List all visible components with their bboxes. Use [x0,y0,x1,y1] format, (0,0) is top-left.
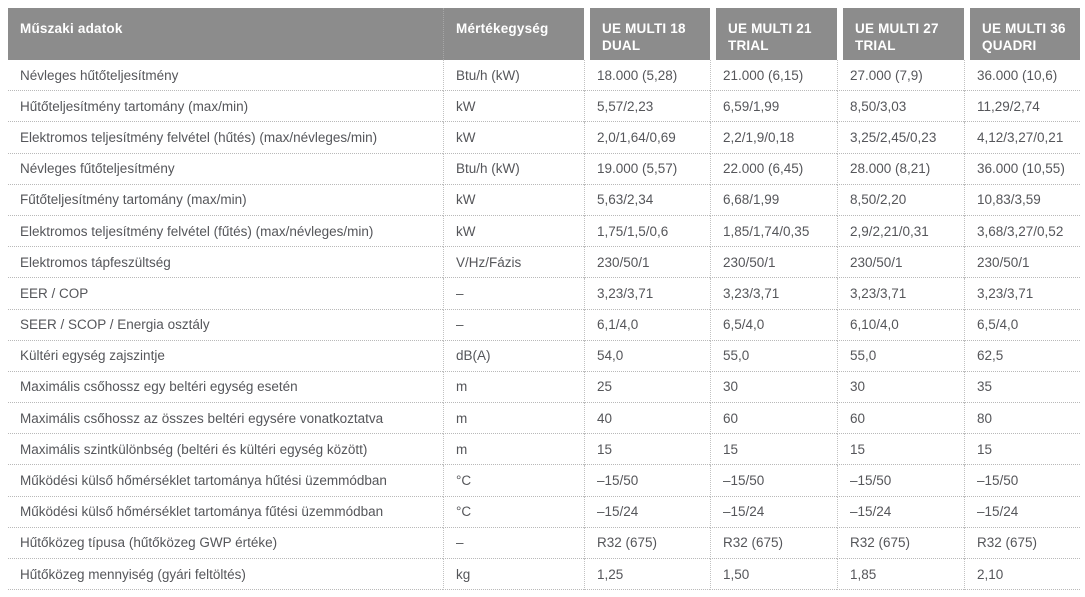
spec-row-label: Névleges fűtőteljesítmény [8,154,443,185]
spec-row-label: Maximális csőhossz egy beltéri egység esetén [8,372,443,403]
spec-value-cell: 1,50 [710,559,837,590]
spec-row-unit: m [443,434,584,465]
spec-value-cell: 36.000 (10,6) [964,60,1080,91]
spec-value-cell: 6,10/4,0 [837,310,964,341]
spec-value-cell: 6,68/1,99 [710,185,837,216]
spec-value-cell: 21.000 (6,15) [710,60,837,91]
spec-value-cell: 6,5/4,0 [710,310,837,341]
spec-value-cell: 15 [964,434,1080,465]
spec-row-unit: m [443,372,584,403]
spec-value-cell: 27.000 (7,9) [837,60,964,91]
spec-value-cell: 40 [584,403,710,434]
spec-value-cell: 15 [584,434,710,465]
spec-value-cell: 6,1/4,0 [584,310,710,341]
spec-value-cell: –15/24 [710,497,837,528]
spec-value-cell: 54,0 [584,341,710,372]
spec-value-cell: 230/50/1 [964,247,1080,278]
spec-row-label: Hűtőközeg mennyiség (gyári feltöltés) [8,559,443,590]
spec-value-cell: 60 [837,403,964,434]
spec-value-cell: 36.000 (10,55) [964,154,1080,185]
spec-value-cell: 55,0 [710,341,837,372]
spec-value-cell: 3,23/3,71 [964,278,1080,309]
spec-row-label: Hűtőközeg típusa (hűtőközeg GWP értéke) [8,528,443,559]
header-cell-product-ue-multi-18-dual [584,8,710,60]
spec-value-cell: 6,59/1,99 [710,91,837,122]
spec-value-cell: –15/50 [837,465,964,496]
spec-row-unit: – [443,310,584,341]
spec-value-cell: 2,9/2,21/0,31 [837,216,964,247]
table-header-row [8,8,1080,60]
spec-row-unit: kW [443,122,584,153]
spec-row-unit: Btu/h (kW) [443,60,584,91]
spec-row-unit: kW [443,185,584,216]
spec-value-cell: 25 [584,372,710,403]
spec-row-unit: – [443,278,584,309]
spec-value-cell: 19.000 (5,57) [584,154,710,185]
spec-value-cell: 8,50/2,20 [837,185,964,216]
header-cell-specs [8,8,443,60]
spec-value-cell: R32 (675) [710,528,837,559]
spec-value-cell: 2,2/1,9/0,18 [710,122,837,153]
spec-value-cell: 18.000 (5,28) [584,60,710,91]
spec-row-unit: dB(A) [443,341,584,372]
spec-value-cell: 3,23/3,71 [584,278,710,309]
spec-value-cell: 10,83/3,59 [964,185,1080,216]
product-name-line2: TRIAL [728,38,769,54]
product-name-line1: UE MULTI 21 [728,21,812,36]
spec-row-label: Hűtőteljesítmény tartomány (max/min) [8,91,443,122]
product-name-line2: DUAL [602,38,641,54]
spec-value-cell: 80 [964,403,1080,434]
spec-value-cell: 62,5 [964,341,1080,372]
spec-value-cell: 35 [964,372,1080,403]
spec-value-cell: 5,63/2,34 [584,185,710,216]
spec-row-label: Működési külső hőmérséklet tartománya hűtési üzemmódban [8,465,443,496]
product-name-line2: TRIAL [855,38,896,54]
spec-value-cell: 230/50/1 [584,247,710,278]
spec-value-cell: –15/50 [964,465,1080,496]
spec-value-cell: 22.000 (6,45) [710,154,837,185]
spec-value-cell: 1,85/1,74/0,35 [710,216,837,247]
spec-row-label: Működési külső hőmérséklet tartománya fűtési üzemmódban [8,497,443,528]
spec-row-unit: kW [443,91,584,122]
spec-value-cell: 30 [837,372,964,403]
spec-row-label: Elektromos tápfeszültség [8,247,443,278]
spec-value-cell: 28.000 (8,21) [837,154,964,185]
spec-value-cell: 30 [710,372,837,403]
spec-row-label: EER / COP [8,278,443,309]
spec-value-cell: R32 (675) [584,528,710,559]
spec-value-cell: R32 (675) [964,528,1080,559]
spec-value-cell: 5,57/2,23 [584,91,710,122]
spec-value-cell: 1,85 [837,559,964,590]
spec-value-cell: R32 (675) [837,528,964,559]
spec-value-cell: –15/50 [584,465,710,496]
spec-row-label: Elektromos teljesítmény felvétel (fűtés) (max/névleges/min) [8,216,443,247]
spec-value-cell: 3,23/3,71 [837,278,964,309]
spec-row-label: Maximális csőhossz az összes beltéri egysére vonatkoztatva [8,403,443,434]
product-name-line1: UE MULTI 27 [855,21,939,36]
spec-value-cell: 6,5/4,0 [964,310,1080,341]
spec-table [8,8,1080,590]
spec-value-cell: 15 [837,434,964,465]
header-cell-product-ue-multi-21-trial [710,8,837,60]
spec-row-unit: m [443,403,584,434]
header-unit-label: Mértékegység [456,21,549,36]
spec-row-label: Maximális szintkülönbség (beltéri és kültéri egység között) [8,434,443,465]
spec-value-cell: 1,25 [584,559,710,590]
header-cell-product-ue-multi-27-trial [837,8,964,60]
spec-row-label: Elektromos teljesítmény felvétel (hűtés) (max/névleges/min) [8,122,443,153]
table-body [8,60,1080,590]
spec-row-unit: °C [443,497,584,528]
spec-value-cell: 3,23/3,71 [710,278,837,309]
spec-value-cell: 60 [710,403,837,434]
spec-value-cell: 8,50/3,03 [837,91,964,122]
spec-value-cell: –15/50 [710,465,837,496]
spec-value-cell: 1,75/1,5/0,6 [584,216,710,247]
spec-value-cell: –15/24 [584,497,710,528]
spec-value-cell: –15/24 [964,497,1080,528]
spec-row-unit: Btu/h (kW) [443,154,584,185]
product-name-line1: UE MULTI 18 [602,21,686,36]
header-cell-unit [443,8,584,60]
spec-row-unit: – [443,528,584,559]
spec-value-cell: 15 [710,434,837,465]
spec-value-cell: –15/24 [837,497,964,528]
product-name-line2: QUADRI [982,38,1037,54]
product-name-line1: UE MULTI 36 [982,21,1066,36]
spec-row-unit: kg [443,559,584,590]
spec-value-cell: 3,68/3,27/0,52 [964,216,1080,247]
spec-value-cell: 2,0/1,64/0,69 [584,122,710,153]
spec-value-cell: 4,12/3,27/0,21 [964,122,1080,153]
spec-value-cell: 2,10 [964,559,1080,590]
spec-row-unit: °C [443,465,584,496]
spec-value-cell: 55,0 [837,341,964,372]
spec-row-unit: kW [443,216,584,247]
spec-value-cell: 230/50/1 [710,247,837,278]
spec-row-label: Kültéri egység zajszintje [8,341,443,372]
header-cell-product-ue-multi-36-quadri [964,8,1080,60]
spec-row-unit: V/Hz/Fázis [443,247,584,278]
spec-value-cell: 230/50/1 [837,247,964,278]
spec-value-cell: 3,25/2,45/0,23 [837,122,964,153]
spec-row-label: Névleges hűtőteljesítmény [8,60,443,91]
spec-row-label: SEER / SCOP / Energia osztály [8,310,443,341]
spec-value-cell: 11,29/2,74 [964,91,1080,122]
spec-row-label: Fűtőteljesítmény tartomány (max/min) [8,185,443,216]
header-specs-label: Műszaki adatok [20,21,123,36]
